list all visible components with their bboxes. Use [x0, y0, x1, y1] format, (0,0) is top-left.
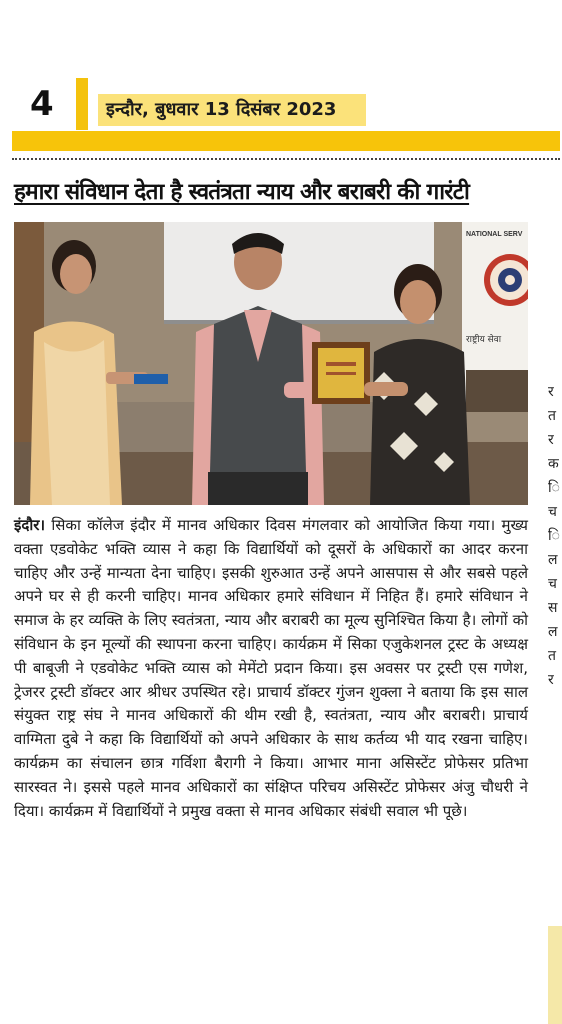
banner-line-1: NATIONAL SERV: [466, 231, 523, 238]
page-number: 4: [30, 84, 54, 124]
dateline: इन्दौर, बुधवार 13 दिसंबर 2023: [106, 99, 337, 120]
adjacent-glyph: र: [548, 432, 554, 448]
adjacent-glyph: स: [548, 600, 558, 616]
adjacent-ad-strip: [548, 926, 562, 1024]
article-photo: [14, 222, 528, 505]
adjacent-glyph: क: [548, 456, 559, 472]
banner-line-2: राष्ट्रीय सेवा: [466, 335, 502, 345]
adjacent-glyph: र: [548, 672, 554, 688]
adjacent-glyph: र: [548, 384, 554, 400]
adjacent-glyph: ि: [548, 528, 560, 544]
adjacent-glyph: ि: [548, 480, 560, 496]
article-headline: हमारा संविधान देता है स्वतंत्रता न्याय और बराबरी की गारंटी: [14, 179, 470, 205]
adjacent-glyph: ल: [548, 624, 558, 640]
article-dateline-lead: इंदौर।: [14, 516, 46, 534]
photo-illustration: [14, 222, 528, 505]
adjacent-column-fragment: [548, 380, 562, 692]
adjacent-glyph: च: [548, 504, 557, 520]
dotted-divider: [12, 158, 560, 160]
adjacent-glyph: त: [548, 408, 556, 424]
adjacent-glyph: च: [548, 576, 557, 592]
masthead-rule: [12, 131, 560, 151]
adjacent-glyph: त: [548, 648, 556, 664]
page-number-separator: [76, 78, 88, 130]
article-body-text: सिका कॉलेज इंदौर में मानव अधिकार दिवस मंगलवार को आयोजित किया गया। मुख्य वक्ता एडवोकेट भक्ति व्यास ने कहा कि विद्यार्थियों को दूसरों के अधिकारों का आदर करना चाहिए और उन्हें मान्यता देना चाहिए। इसकी शुरुआत उन्हें अपने आसपास से और सबसे पहले अपने घर से ही करनी चाहिए। मानव अधिकार हमारे संविधान में निहित हैं। हमारे संविधान ने समाज के हर व्यक्ति के लिए स्वतंत्रता, न्याय और बराबरी का मूल्य सुनिश्चित किया है। लोगों को संविधान के इन मूल्यों की स्थापना करना चाहिए। कार्यक्रम में सिका एजुकेशनल ट्रस्ट के अध्यक्ष पी बाबूजी ने एडवोकेट भक्ति व्यास को मेमेंटो प्रदान किया। इस अवसर पर ट्रस्टी एस गणेश, ट्रेजरर ट्रस्टी डॉक्टर आर श्रीधर उपस्थित रहे। प्राचार्य डॉक्टर गुंजन शुक्ला ने बताया कि इस साल संयुक्त राष्ट्र संघ ने मानव अधिकारों की थीम रखी है, स्वतंत्रता, न्याय और बराबरी। प्राचार्य वाग्मिता दुबे ने कहा कि विद्यार्थियों को अपने अधिकार के साथ कर्तव्य भी याद रखना चाहिए। कार्यक्रम का संचालन छात्र गर्विशा बैरागी ने किया। आभार माना असिस्टेंट प्रोफेसर प्रतिभा सारस्वत ने। इससे पहले मानव अधिकारों का संक्षिप्त परिचय असिस्टेंट प्रोफेसर अंजु चौधरी ने दिया। कार्यक्रम में विद्यार्थियों ने प्रमुख वक्ता से मानव अधिकार संबंधी सवाल भी पूछे।: [14, 516, 528, 820]
adjacent-glyph: ल: [548, 552, 558, 568]
article-body: [14, 514, 528, 823]
